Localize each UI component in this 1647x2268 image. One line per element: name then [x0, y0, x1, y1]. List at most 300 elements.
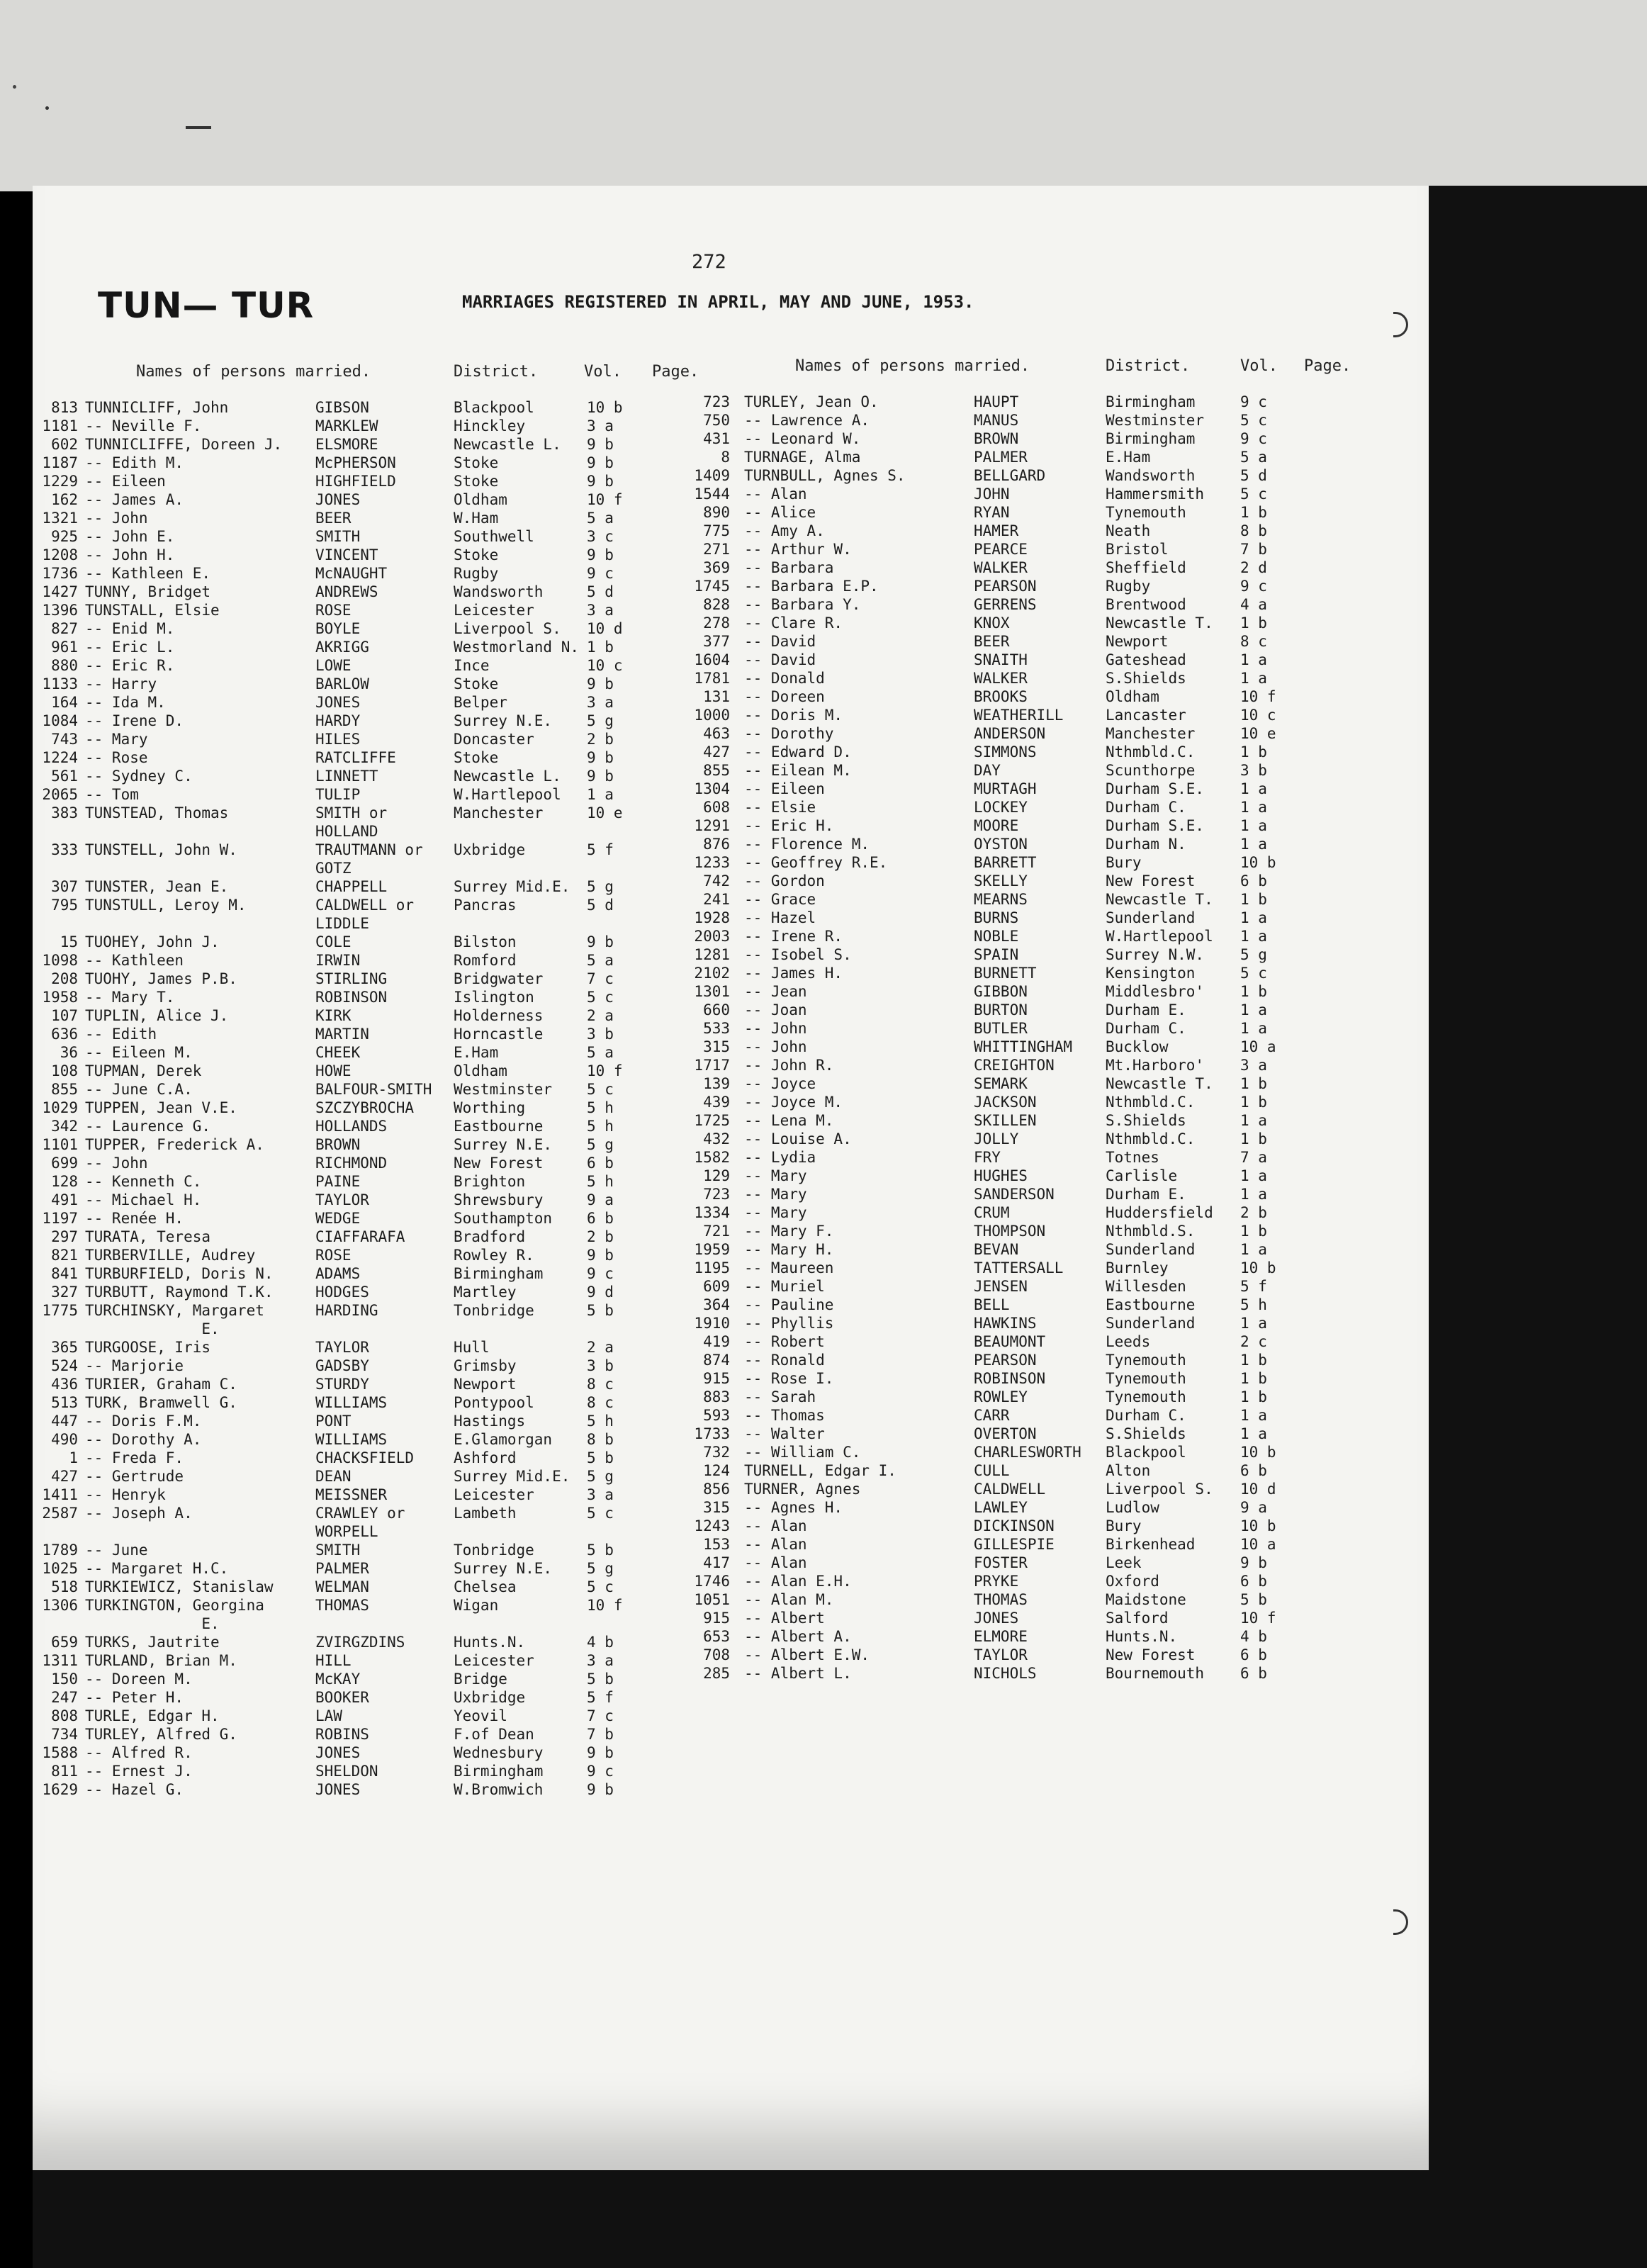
entry-name: -- Ernest J. [85, 1763, 193, 1780]
entry-volume: 2 b [1240, 1204, 1267, 1221]
entry-page: 241 [703, 891, 730, 908]
entry-page: 636 [51, 1026, 78, 1043]
entry-name: TURNAGE, Alma [744, 449, 861, 466]
entry-volume: 9 c [1240, 430, 1267, 447]
entry-district: Eastbourne [454, 1118, 544, 1135]
entry-district: Newcastle T. [1106, 614, 1213, 631]
entry-volume: 9 b [587, 768, 614, 785]
entry-page: 1291 [694, 817, 730, 834]
entry-page: 297 [51, 1228, 78, 1245]
entry-volume: 6 b [1240, 1573, 1267, 1590]
entry-spouse-surname: CHAPPELL [315, 878, 388, 895]
entry-name: TURCHINSKY, Margaret [85, 1302, 264, 1319]
entry-page: 108 [51, 1062, 78, 1079]
entry-district: Durham C. [1106, 1407, 1186, 1424]
entry-volume: 5 f [587, 841, 614, 858]
entry-volume: 9 b [587, 933, 614, 950]
entry-district: Scunthorpe [1106, 762, 1196, 779]
entry-volume: 5 g [1240, 946, 1267, 963]
entry-spouse-surname: PALMER [315, 1560, 369, 1577]
entry-spouse-surname: HUGHES [974, 1167, 1028, 1184]
entry-name: -- Kathleen [85, 952, 184, 969]
entry-volume: 1 a [1240, 1167, 1267, 1184]
entry-page: 427 [703, 743, 730, 760]
entry-name: -- Mary [744, 1167, 807, 1184]
entry-volume: 5 d [587, 897, 614, 914]
entry-page: 828 [703, 596, 730, 613]
entry-name: -- Renée H. [85, 1210, 184, 1227]
entry-name: -- Margaret H.C. [85, 1560, 229, 1577]
entry-name: -- Walter [744, 1425, 825, 1442]
entry-volume: 9 c [1240, 393, 1267, 410]
entry-page: 513 [51, 1394, 78, 1411]
entry-spouse-surname: GIBSON [315, 399, 369, 416]
entry-district: Rowley R. [454, 1247, 534, 1264]
entry-district: New Forest [454, 1155, 544, 1172]
entry-district: Newcastle L. [454, 768, 561, 785]
entry-page: 15 [60, 933, 78, 950]
entry-spouse-surname: MEISSNER [315, 1486, 388, 1503]
entry-spouse-surname: JENSEN [974, 1278, 1028, 1295]
entry-page: 1781 [694, 670, 730, 687]
entry-page: 1588 [42, 1744, 78, 1761]
entry-page: 432 [703, 1130, 730, 1147]
entry-name: -- Elsie [744, 799, 816, 816]
entry-volume: 9 c [587, 1265, 614, 1282]
entry-spouse-surname: JOLLY [974, 1130, 1019, 1147]
entry-district: Hammersmith [1106, 485, 1205, 503]
page-header: Page. [1304, 357, 1351, 375]
entry-volume: 1 a [1240, 1407, 1267, 1424]
entry-spouse-surname: HIGHFIELD [315, 473, 396, 490]
entry-spouse-surname: FRY [974, 1149, 1001, 1166]
entry-page: 721 [703, 1223, 730, 1240]
entry-page: 1396 [42, 602, 78, 619]
entry-name: -- Alan E.H. [744, 1573, 852, 1590]
entry-spouse-surname: GOTZ [315, 860, 352, 877]
entry-spouse-surname: BALFOUR-SMITH [315, 1081, 432, 1098]
entry-spouse-surname: JOHN [974, 485, 1010, 503]
entry-district: E.Ham [1106, 449, 1151, 466]
entry-name: -- John R. [744, 1057, 834, 1074]
entry-volume: 3 c [587, 528, 614, 545]
entry-volume: 5 h [587, 1173, 614, 1190]
entry-name: -- Sarah [744, 1388, 816, 1405]
entry-page: 1789 [42, 1542, 78, 1559]
entry-name: -- Agnes H. [744, 1499, 843, 1516]
entry-name: TUOHY, James P.B. [85, 970, 237, 987]
entry-volume: 9 c [587, 1763, 614, 1780]
entry-volume: 5 c [587, 989, 614, 1006]
entry-district: Tynemouth [1106, 504, 1186, 521]
entry-page: 447 [51, 1413, 78, 1430]
district-header: District. [1106, 357, 1191, 375]
entry-spouse-surname: PRYKE [974, 1573, 1019, 1590]
entry-page: 1 [69, 1449, 78, 1466]
entry-district: Bilston [454, 933, 517, 950]
entry-page: 490 [51, 1431, 78, 1448]
entry-name: E. [85, 1615, 220, 1632]
entry-name: -- Irene D. [85, 712, 184, 729]
entry-spouse-surname: THOMAS [974, 1591, 1028, 1608]
entry-spouse-surname: McKAY [315, 1671, 361, 1688]
entry-volume: 5 d [587, 583, 614, 600]
entry-page: 1281 [694, 946, 730, 963]
entry-volume: 10 f [1240, 1610, 1276, 1627]
vol-header: Vol. [1240, 357, 1278, 375]
entry-district: Hunts.N. [1106, 1628, 1178, 1645]
entry-page: 129 [703, 1167, 730, 1184]
entry-page: 1717 [694, 1057, 730, 1074]
entry-page: 1775 [42, 1302, 78, 1319]
entry-district: Hunts.N. [454, 1634, 526, 1651]
entry-spouse-surname: ROBINS [315, 1726, 369, 1743]
entry-page: 333 [51, 841, 78, 858]
entry-name: -- Isobel S. [744, 946, 852, 963]
entry-name: TURBERVILLE, Audrey [85, 1247, 256, 1264]
entry-name: -- Robert [744, 1333, 825, 1350]
entry-name: -- Eileen [744, 780, 825, 797]
entry-name: TURGOOSE, Iris [85, 1339, 211, 1356]
entry-name: -- Barbara [744, 559, 834, 576]
entry-volume: 1 a [1240, 1112, 1267, 1129]
entry-spouse-surname: CRAWLEY or [315, 1505, 405, 1522]
entry-name: -- John E. [85, 528, 175, 545]
entry-page: 925 [51, 528, 78, 545]
entry-page: 608 [703, 799, 730, 816]
entry-volume: 10 c [587, 657, 623, 674]
entry-district: Surrey N.W. [1106, 946, 1205, 963]
entry-page: 808 [51, 1707, 78, 1724]
entry-page: 315 [703, 1499, 730, 1516]
entry-name: -- James H. [744, 965, 843, 982]
entry-spouse-surname: TAYLOR [315, 1191, 369, 1208]
entry-name: -- Henryk [85, 1486, 166, 1503]
entry-spouse-surname: RICHMOND [315, 1155, 388, 1172]
entry-page: 874 [703, 1352, 730, 1369]
entry-spouse-surname: WILLIAMS [315, 1431, 388, 1448]
entry-district: Blackpool [454, 399, 534, 416]
entry-page: 1187 [42, 454, 78, 471]
entry-spouse-surname: GADSBY [315, 1357, 369, 1374]
entry-district: Surrey Mid.E. [454, 878, 570, 895]
entry-name: TUNSTEAD, Thomas [85, 804, 229, 821]
entry-name: -- William C. [744, 1444, 861, 1461]
entry-page: 732 [703, 1444, 730, 1461]
entry-page: 524 [51, 1357, 78, 1374]
entry-district: Leicester [454, 1486, 534, 1503]
entry-spouse-surname: BEER [315, 510, 352, 527]
entry-spouse-surname: WHITTINGHAM [974, 1038, 1073, 1055]
entry-name: -- Grace [744, 891, 816, 908]
entry-page: 813 [51, 399, 78, 416]
entry-spouse-surname: JACKSON [974, 1094, 1037, 1111]
entry-district: Sunderland [1106, 909, 1196, 926]
entry-name: TUNNY, Bridget [85, 583, 211, 600]
entry-name: -- Kathleen E. [85, 565, 211, 582]
entry-spouse-surname: HOLLAND [315, 823, 378, 840]
entry-name: TURBUTT, Raymond T.K. [85, 1284, 274, 1301]
entry-page: 377 [703, 633, 730, 650]
entry-page: 307 [51, 878, 78, 895]
vol-header: Vol. [584, 363, 622, 381]
entry-page: 2003 [694, 928, 730, 945]
entry-district: Eastbourne [1106, 1296, 1196, 1313]
entry-district: Uxbridge [454, 1689, 526, 1706]
entry-name: -- Doreen [744, 688, 825, 705]
entry-spouse-surname: BROWN [315, 1136, 361, 1153]
entry-name: -- David [744, 651, 816, 668]
entry-spouse-surname: PONT [315, 1413, 352, 1430]
entry-spouse-surname: PEARSON [974, 1352, 1037, 1369]
entry-district: Martley [454, 1284, 517, 1301]
entry-district: Alton [1106, 1462, 1151, 1479]
entry-spouse-surname: ROBINSON [974, 1370, 1046, 1387]
entry-district: Brighton [454, 1173, 526, 1190]
entry-name: -- Kenneth C. [85, 1173, 202, 1190]
entry-name: -- John H. [85, 546, 175, 563]
entry-volume: 1 b [1240, 743, 1267, 760]
entry-district: Westmorland N. [454, 639, 580, 656]
entry-name: -- Alan M. [744, 1591, 834, 1608]
entry-name: -- Michael H. [85, 1191, 202, 1208]
entry-name: -- Barbara E.P. [744, 578, 879, 595]
entry-volume: 7 c [587, 970, 614, 987]
entry-name: TURLAND, Brian M. [85, 1652, 237, 1669]
entry-name: -- Alfred R. [85, 1744, 193, 1761]
entry-district: Surrey N.E. [454, 1136, 553, 1153]
entry-name: -- Peter H. [85, 1689, 184, 1706]
entry-spouse-surname: SEMARK [974, 1075, 1028, 1092]
entry-name: -- Doris M. [744, 707, 843, 724]
entry-district: Stoke [454, 454, 499, 471]
entry-district: Bucklow [1106, 1038, 1169, 1055]
entry-name: TURIER, Graham C. [85, 1376, 237, 1393]
entry-district: Gateshead [1106, 651, 1186, 668]
entry-volume: 1 b [1240, 891, 1267, 908]
entry-district: W.Hartlepool [454, 786, 561, 803]
entry-spouse-surname: BUTLER [974, 1020, 1028, 1037]
entry-page: 750 [703, 412, 730, 429]
entry-district: W.Hartlepool [1106, 928, 1213, 945]
entry-volume: 1 b [1240, 504, 1267, 521]
entry-name: -- Lydia [744, 1149, 816, 1166]
entry-page: 518 [51, 1578, 78, 1595]
entry-name: -- Gordon [744, 872, 825, 889]
entry-spouse-surname: PEARSON [974, 578, 1037, 595]
entry-volume: 6 b [1240, 1646, 1267, 1663]
entry-page: 36 [60, 1044, 78, 1061]
entry-spouse-surname: HAUPT [974, 393, 1019, 410]
entry-spouse-surname: JONES [315, 1744, 361, 1761]
entry-name: TURNER, Agnes [744, 1481, 861, 1498]
entry-page: 856 [703, 1481, 730, 1498]
entry-page: 1745 [694, 578, 730, 595]
entry-name: -- Geoffrey R.E. [744, 854, 888, 871]
entry-volume: 9 b [587, 454, 614, 471]
entry-name: -- Eileen M. [85, 1044, 193, 1061]
entry-spouse-surname: TATTERSALL [974, 1259, 1064, 1276]
entry-page: 1928 [694, 909, 730, 926]
entry-name: TURATA, Teresa [85, 1228, 211, 1245]
entry-page: 1181 [42, 417, 78, 434]
entry-volume: 5 b [587, 1302, 614, 1319]
entry-spouse-surname: LAW [315, 1707, 342, 1724]
entry-district: Wigan [454, 1597, 499, 1614]
entry-name: TUOHEY, John J. [85, 933, 220, 950]
entry-volume: 9 c [1240, 578, 1267, 595]
entry-volume: 10 a [1240, 1536, 1276, 1553]
entry-spouse-surname: SKELLY [974, 872, 1028, 889]
entry-district: Romford [454, 952, 517, 969]
entry-spouse-surname: HOWE [315, 1062, 352, 1079]
entry-page: 659 [51, 1634, 78, 1651]
scan-right-margin [1429, 186, 1647, 2170]
entry-name: -- Marjorie [85, 1357, 184, 1374]
entry-page: 890 [703, 504, 730, 521]
entry-page: 1000 [694, 707, 730, 724]
entry-spouse-surname: WILLIAMS [315, 1394, 388, 1411]
entry-district: Newport [1106, 633, 1169, 650]
entry-district: Carlisle [1106, 1167, 1178, 1184]
entry-volume: 1 b [1240, 983, 1267, 1000]
entry-district: Surrey N.E. [454, 712, 553, 729]
entry-volume: 5 a [587, 952, 614, 969]
entry-spouse-surname: ROSE [315, 1247, 352, 1264]
entry-volume: 5 c [587, 1081, 614, 1098]
entry-volume: 1 a [1240, 651, 1267, 668]
entry-spouse-surname: STIRLING [315, 970, 388, 987]
entry-volume: 1 a [1240, 1001, 1267, 1018]
entry-volume: 10 d [1240, 1481, 1276, 1498]
entry-spouse-surname: TAYLOR [315, 1339, 369, 1356]
entry-volume: 9 b [587, 749, 614, 766]
entry-spouse-surname: SIMMONS [974, 743, 1037, 760]
entry-name: -- Mary [744, 1204, 807, 1221]
entry-spouse-surname: HAMER [974, 522, 1019, 539]
entry-volume: 5 h [1240, 1296, 1267, 1313]
entry-spouse-surname: BELL [974, 1296, 1010, 1313]
entry-spouse-surname: MARKLEW [315, 417, 378, 434]
entry-name: -- Joan [744, 1001, 807, 1018]
entry-spouse-surname: CHARLESWORTH [974, 1444, 1081, 1461]
entry-page: 2587 [42, 1505, 78, 1522]
entry-spouse-surname: MURTAGH [974, 780, 1037, 797]
entry-district: Nthmbld.C. [1106, 1094, 1196, 1111]
entry-volume: 5 c [587, 1578, 614, 1595]
entry-page: 734 [51, 1726, 78, 1743]
entry-page: 1233 [694, 854, 730, 871]
entry-page: 1582 [694, 1149, 730, 1166]
entry-name: -- Dorothy A. [85, 1431, 202, 1448]
entry-district: Wandsworth [1106, 467, 1196, 484]
entry-spouse-surname: ELSMORE [315, 436, 378, 453]
entry-spouse-surname: BARLOW [315, 675, 369, 692]
entry-page: 1733 [694, 1425, 730, 1442]
entry-page: 1427 [42, 583, 78, 600]
entry-name: -- Alan [744, 1536, 807, 1553]
entry-district: Stoke [454, 749, 499, 766]
entry-volume: 3 a [1240, 1057, 1267, 1074]
entry-volume: 9 b [587, 436, 614, 453]
entry-district: Stoke [454, 546, 499, 563]
entry-district: S.Shields [1106, 1425, 1186, 1442]
entry-district: Newcastle T. [1106, 891, 1213, 908]
entry-volume: 9 d [587, 1284, 614, 1301]
entry-page: 821 [51, 1247, 78, 1264]
entry-name: -- Alan [744, 1554, 807, 1571]
entry-name: -- Louise A. [744, 1130, 852, 1147]
entry-spouse-surname: AKRIGG [315, 639, 369, 656]
entry-volume: 5 a [587, 1044, 614, 1061]
names-header: Names of persons married. [136, 363, 371, 381]
entry-spouse-surname: NICHOLS [974, 1665, 1037, 1682]
entry-district: Westminster [454, 1081, 553, 1098]
district-header: District. [454, 363, 539, 381]
entry-volume: 1 a [587, 786, 614, 803]
entry-spouse-surname: CHEEK [315, 1044, 361, 1061]
entry-spouse-surname: McPHERSON [315, 454, 396, 471]
entry-page: 1101 [42, 1136, 78, 1153]
entry-spouse-surname: CHACKSFIELD [315, 1449, 415, 1466]
entry-volume: 5 h [587, 1118, 614, 1135]
entry-volume: 5 a [587, 510, 614, 527]
entry-volume: 3 b [1240, 762, 1267, 779]
entry-district: Mt.Harboro' [1106, 1057, 1205, 1074]
entry-volume: 7 b [1240, 541, 1267, 558]
entry-spouse-surname: NOBLE [974, 928, 1019, 945]
entry-spouse-surname: CULL [974, 1462, 1010, 1479]
entry-volume: 3 a [587, 1486, 614, 1503]
entry-page: 1958 [42, 989, 78, 1006]
entry-name: TUPPER, Frederick A. [85, 1136, 264, 1153]
entry-page: 124 [703, 1462, 730, 1479]
entry-spouse-surname: FOSTER [974, 1554, 1028, 1571]
entry-volume: 1 a [1240, 1425, 1267, 1442]
entry-spouse-surname: HILES [315, 731, 361, 748]
entry-name: TUPMAN, Derek [85, 1062, 202, 1079]
entry-volume: 8 c [587, 1376, 614, 1393]
entry-name: -- Pauline [744, 1296, 834, 1313]
entry-district: Rugby [454, 565, 499, 582]
entry-spouse-surname: PEARCE [974, 541, 1028, 558]
entry-district: Hull [454, 1339, 490, 1356]
entry-volume: 7 b [587, 1726, 614, 1743]
entry-page: 593 [703, 1407, 730, 1424]
entry-spouse-surname: WEATHERILL [974, 707, 1064, 724]
entry-spouse-surname: WORPELL [315, 1523, 378, 1540]
entry-spouse-surname: ROWLEY [974, 1388, 1028, 1405]
entry-volume: 5 g [587, 1468, 614, 1485]
entry-spouse-surname: HARDY [315, 712, 361, 729]
entry-district: Kensington [1106, 965, 1196, 982]
entry-volume: 10 a [1240, 1038, 1276, 1055]
entry-name: -- Hazel [744, 909, 816, 926]
entry-spouse-surname: MEARNS [974, 891, 1028, 908]
entry-name: -- Florence M. [744, 836, 870, 853]
entry-name: -- Freda F. [85, 1449, 184, 1466]
entry-spouse-surname: BARRETT [974, 854, 1037, 871]
entry-page: 139 [703, 1075, 730, 1092]
entry-page: 1084 [42, 712, 78, 729]
entry-name: -- Thomas [744, 1407, 825, 1424]
entry-spouse-surname: RYAN [974, 504, 1010, 521]
entry-volume: 9 a [1240, 1499, 1267, 1516]
entry-district: F.of Dean [454, 1726, 534, 1743]
entry-name: -- John [744, 1020, 807, 1037]
entry-spouse-surname: WELMAN [315, 1578, 369, 1595]
entry-volume: 3 b [587, 1026, 614, 1043]
